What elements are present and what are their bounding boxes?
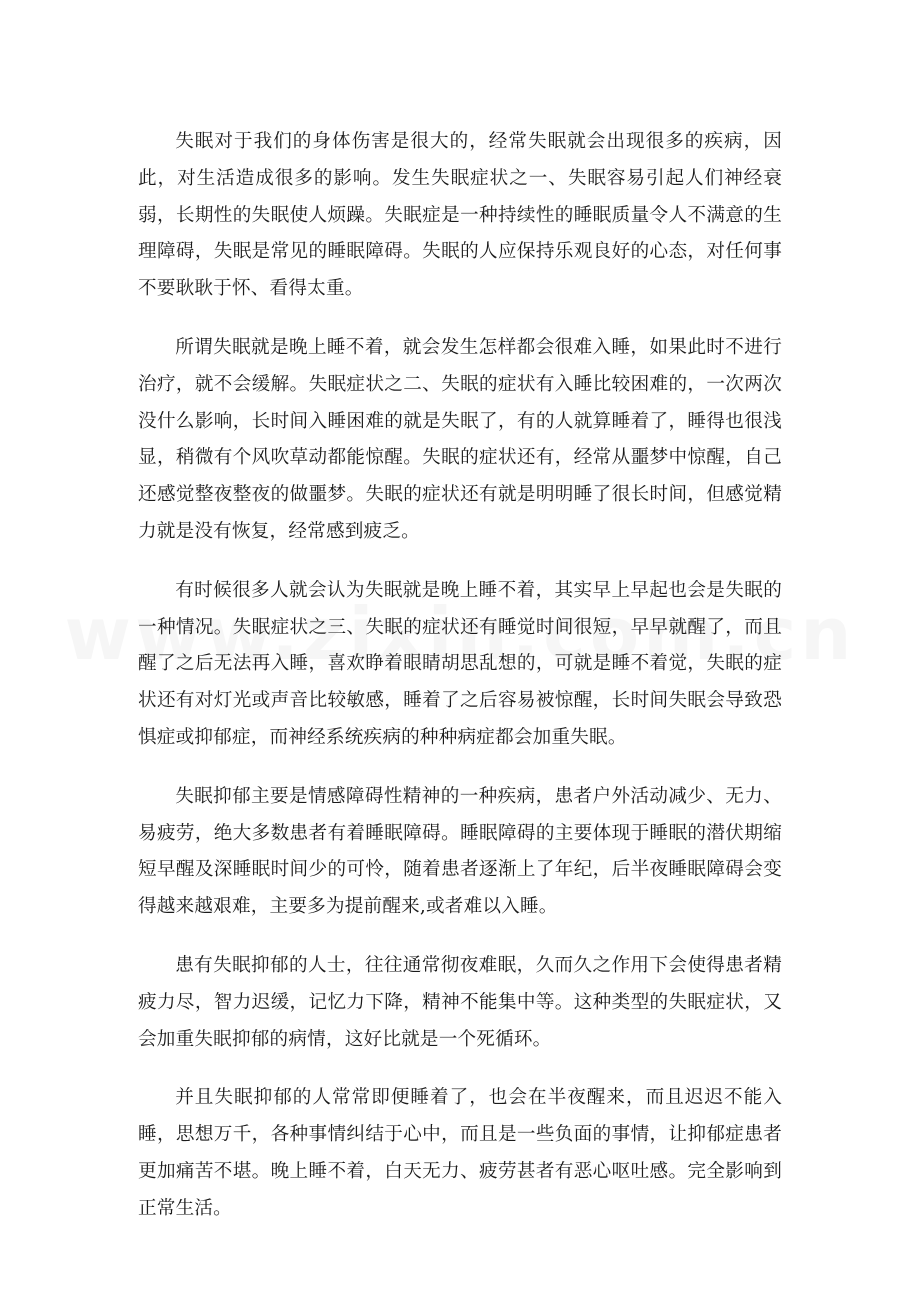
paragraph-1: 失眠对于我们的身体伤害是很大的，经常失眠就会出现很多的疾病，因此，对生活造成很多的影响。发生失眠症状之一、失眠容易引起人们神经衰弱，长期性的失眠使人烦躁。失眠症是一种持续性的睡眠质量令人不满意的生理障碍，失眠是常见的睡眠障碍。失眠的人应保持乐观良好的心态，对任何事不要耿耿于怀、看得太重。 xyxy=(138,131,782,300)
paragraph-3: 有时候很多人就会认为失眠就是晚上睡不着，其实早上早起也会是失眠的一种情况。失眠症状之三、失眠的症状还有睡觉时间很短，早早就醒了，而且醒了之后无法再入睡，喜欢睁着眼睛胡思乱想的，可就是睡不着觉，失眠的症状还有对灯光或声音比较敏感，睡着了之后容易被惊醒，长时间失眠会导致恐惧症或抑郁症，而神经系统疾病的种种病症都会加重失眠。 xyxy=(138,579,782,748)
paragraph-5: 患有失眠抑郁的人士，往往通常彻夜难眠，久而久之作用下会使得患者精疲力尽，智力迟缓，记忆力下降，精神不能集中等。这种类型的失眠症状，又会加重失眠抑郁的病情，这好比就是一个死循环。 xyxy=(138,954,782,1050)
document-body xyxy=(138,124,782,1250)
paragraph-6: 并且失眠抑郁的人常常即便睡着了，也会在半夜醒来，而且迟迟不能入睡，思想万千，各种事情纠结于心中，而且是一些负面的事情，让抑郁症患者更加痛苦不堪。晚上睡不着，白天无力、疲劳甚者有恶心呕吐感。完全影响到正常生活。 xyxy=(138,1087,782,1219)
paragraph-2: 所谓失眠就是晚上睡不着，就会发生怎样都会很难入睡，如果此时不进行治疗，就不会缓解。失眠症状之二、失眠的症状有入睡比较困难的，一次两次没什么影响，长时间入睡困难的就是失眠了，有的人就算睡着了，睡得也很浅显，稍微有个风吹草动都能惊醒。失眠的症状还有，经常从噩梦中惊醒，自己还感觉整夜整夜的做噩梦。失眠的症状还有就是明明睡了很长时间，但感觉精力就是没有恢复，经常感到疲乏。 xyxy=(138,336,782,542)
paragraph-4: 失眠抑郁主要是情感障碍性精神的一种疾病，患者户外活动减少、无力、易疲劳，绝大多数患者有着睡眠障碍。睡眠障碍的主要体现于睡眠的潜伏期缩短早醒及深睡眠时间少的可怜，随着患者逐渐上了年纪，后半夜睡眠障碍会变得越来越艰难，主要多为提前醒来,或者难以入睡。 xyxy=(138,785,782,918)
